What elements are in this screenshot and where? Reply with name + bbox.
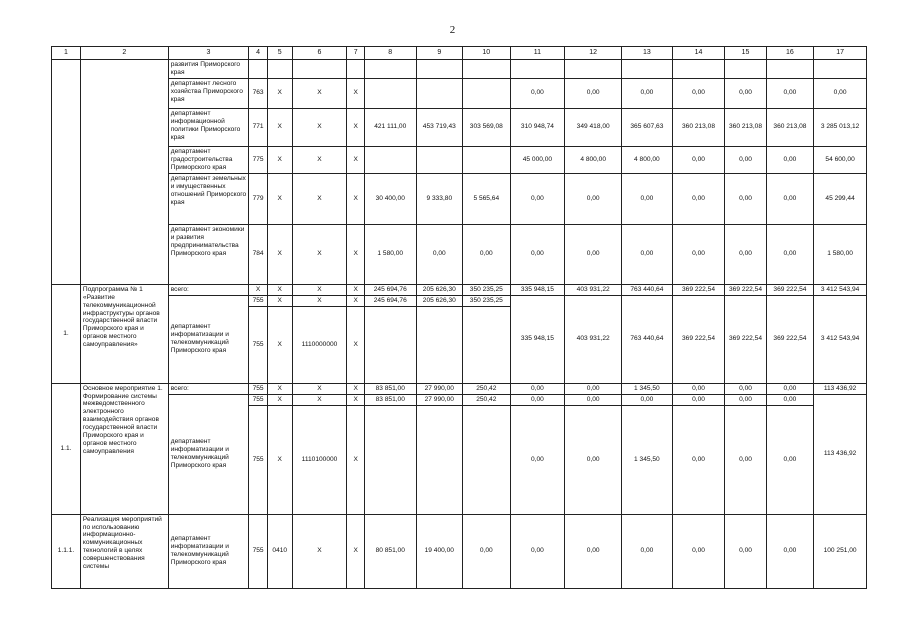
table-cell: 360 213,08	[766, 108, 814, 146]
table-cell: 1110000000	[292, 306, 347, 383]
table-cell: Х	[292, 78, 347, 108]
table-cell: 0,00	[672, 78, 725, 108]
table-cell: Х	[347, 284, 365, 295]
table-cell: 3 412 543,94	[814, 295, 867, 383]
table-cell: Х	[267, 383, 292, 394]
table-cell: 113 436,92	[814, 383, 867, 394]
executor-cell: департамент лесного хозяйства Приморского края	[168, 78, 249, 108]
table-row	[52, 394, 867, 405]
table-cell: Х	[267, 405, 292, 514]
table-row	[52, 514, 867, 588]
table-cell	[249, 60, 268, 79]
table-cell: 0,00	[725, 405, 766, 514]
table-cell: Х	[267, 78, 292, 108]
table-cell: 0410	[267, 514, 292, 588]
item-name: Подпрограмма № 1 «Развитие телекоммуникационной инфраструктуры органов государственной власти Приморского края и органов местного самоуправления»	[80, 284, 168, 383]
table-cell: 755	[249, 405, 268, 514]
header-cell: 1	[52, 47, 81, 60]
table-cell: 0,00	[725, 78, 766, 108]
table-cell: 0,00	[510, 224, 565, 284]
header-cell: 2	[80, 47, 168, 60]
header-cell: 5	[267, 47, 292, 60]
table-cell: Х	[267, 284, 292, 295]
executor-cell: департамент градостроительства Приморского края	[168, 146, 249, 173]
table-cell: Х	[347, 514, 365, 588]
table-cell: 0,00	[622, 224, 673, 284]
table-cell: Х	[267, 173, 292, 224]
header-cell: 16	[766, 47, 814, 60]
table-cell: Х	[347, 173, 365, 224]
table-row	[52, 108, 867, 146]
table-cell: 100 251,00	[814, 514, 867, 588]
header-cell: 8	[364, 47, 416, 60]
table-cell: 0,00	[416, 224, 462, 284]
table-cell: 0,00	[565, 514, 622, 588]
table-cell	[814, 60, 867, 79]
header-cell: 6	[292, 47, 347, 60]
table-cell: 0,00	[510, 405, 565, 514]
table-cell: 335 948,15	[510, 284, 565, 295]
table-cell: 0,00	[565, 224, 622, 284]
table-cell: Х	[292, 383, 347, 394]
table-cell: 0,00	[463, 224, 511, 284]
table-cell: 0,00	[672, 514, 725, 588]
table-cell	[463, 405, 511, 514]
num-cell	[52, 60, 81, 285]
table-cell: 0,00	[766, 405, 814, 514]
header-cell: 10	[463, 47, 511, 60]
table-cell: 113 436,92	[814, 394, 867, 514]
table-cell: Х	[292, 514, 347, 588]
item-number: 1.	[52, 284, 81, 383]
header-cell: 14	[672, 47, 725, 60]
table-cell: 1 345,50	[622, 405, 673, 514]
table-cell: 0,00	[672, 173, 725, 224]
table-cell: 0,00	[766, 383, 814, 394]
table-cell: 45 299,44	[814, 173, 867, 224]
page-number: 2	[449, 24, 456, 36]
header-cell: 12	[565, 47, 622, 60]
table-cell: 755	[249, 295, 268, 306]
table-cell: 365 607,63	[622, 108, 673, 146]
table-cell: 763 440,64	[622, 284, 673, 295]
table-cell: 369 222,54	[766, 295, 814, 383]
table-cell	[347, 60, 365, 79]
table-cell: 0,00	[766, 173, 814, 224]
table-cell: Х	[267, 224, 292, 284]
header-cell: 7	[347, 47, 365, 60]
table-cell: 0,00	[565, 383, 622, 394]
table-cell: 0,00	[565, 173, 622, 224]
table-cell: 30 400,00	[364, 173, 416, 224]
table-row	[52, 78, 867, 108]
table-cell: Х	[347, 306, 365, 383]
table-cell: 245 694,76	[364, 284, 416, 295]
table-cell: 0,00	[725, 383, 766, 394]
table-cell: 250,42	[463, 383, 511, 394]
table-cell: 3 285 013,12	[814, 108, 867, 146]
table-cell: 205 626,30	[416, 284, 462, 295]
table-cell: 83 851,00	[364, 383, 416, 394]
table-cell: 369 222,54	[766, 284, 814, 295]
table-cell: 0,00	[622, 173, 673, 224]
item-number: 1.1.	[52, 383, 81, 514]
table-cell: Х	[347, 78, 365, 108]
table-cell: Х	[292, 295, 347, 306]
table-cell	[416, 146, 462, 173]
table-cell: 0,00	[510, 514, 565, 588]
executor-cell: департамент экономики и развития предпринимательства Приморского края	[168, 224, 249, 284]
item-name: Основное мероприятие 1. Формирование системы межведомственного электронного взаимодействия органов государственной власти Приморского края и органов местного самоуправления	[80, 383, 168, 514]
table-cell: Х	[292, 173, 347, 224]
table-cell	[416, 60, 462, 79]
table-cell: 250,42	[463, 394, 511, 405]
header-cell: 17	[814, 47, 867, 60]
table-row	[52, 383, 867, 394]
table-cell: 350 235,25	[463, 284, 511, 295]
table-cell	[766, 60, 814, 79]
name-cell	[80, 60, 168, 285]
executor-cell: всего:	[168, 284, 249, 295]
table-cell: 755	[249, 514, 268, 588]
table-cell: Х	[249, 284, 268, 295]
table-cell: 0,00	[463, 514, 511, 588]
table-cell: 1 580,00	[814, 224, 867, 284]
executor-cell: всего:	[168, 383, 249, 394]
table-cell	[416, 78, 462, 108]
table-cell: 27 990,00	[416, 394, 462, 405]
table-cell: 205 626,30	[416, 295, 462, 306]
table-cell: 360 213,08	[672, 108, 725, 146]
table-cell	[292, 60, 347, 79]
table-cell: 771	[249, 108, 268, 146]
table-cell: Х	[267, 295, 292, 306]
table-cell: 19 400,00	[416, 514, 462, 588]
table-cell	[510, 60, 565, 79]
table-cell: 0,00	[622, 78, 673, 108]
table-cell	[267, 60, 292, 79]
table-cell: 0,00	[565, 78, 622, 108]
header-cell: 11	[510, 47, 565, 60]
table-cell: 0,00	[510, 394, 565, 405]
table-cell: 0,00	[725, 394, 766, 405]
table-cell: 54 600,00	[814, 146, 867, 173]
table-cell	[463, 60, 511, 79]
table-cell: Х	[347, 405, 365, 514]
header-cell: 15	[725, 47, 766, 60]
table-cell	[416, 306, 462, 383]
table-cell	[725, 60, 766, 79]
header-cell: 3	[168, 47, 249, 60]
table-row	[52, 173, 867, 224]
table-cell: 0,00	[565, 405, 622, 514]
table-cell: 0,00	[725, 146, 766, 173]
table-cell: 0,00	[766, 146, 814, 173]
table-cell: 0,00	[725, 224, 766, 284]
table-cell: 0,00	[672, 146, 725, 173]
table-cell: 369 222,54	[725, 284, 766, 295]
table-cell: Х	[347, 224, 365, 284]
table-cell: 310 948,74	[510, 108, 565, 146]
table-cell: 0,00	[565, 394, 622, 405]
table-cell: 369 222,54	[672, 284, 725, 295]
table-cell: Х	[347, 383, 365, 394]
table-cell: 0,00	[622, 514, 673, 588]
table-cell: 779	[249, 173, 268, 224]
table-cell: 453 719,43	[416, 108, 462, 146]
table-cell	[565, 60, 622, 79]
table-cell: 0,00	[766, 78, 814, 108]
table-cell: Х	[267, 306, 292, 383]
table-cell: 5 565,64	[463, 173, 511, 224]
table-cell: 755	[249, 394, 268, 405]
budget-table	[51, 46, 867, 589]
table-row	[52, 224, 867, 284]
table-cell: 784	[249, 224, 268, 284]
executor-cell: развития Приморского края	[168, 60, 249, 79]
table-cell: Х	[292, 284, 347, 295]
executor-cell: департамент информационной политики Приморского края	[168, 108, 249, 146]
table-cell: 0,00	[725, 173, 766, 224]
table-cell	[416, 405, 462, 514]
table-cell: 0,00	[725, 514, 766, 588]
table-cell: 1 345,50	[622, 383, 673, 394]
table-cell	[364, 306, 416, 383]
table-cell	[364, 60, 416, 79]
table-cell: 0,00	[672, 224, 725, 284]
table-cell: 0,00	[622, 394, 673, 405]
table-cell: 245 694,76	[364, 295, 416, 306]
table-cell: 0,00	[766, 224, 814, 284]
table-cell: 1 580,00	[364, 224, 416, 284]
table-cell: 1110100000	[292, 405, 347, 514]
header-cell: 13	[622, 47, 673, 60]
table-cell: 775	[249, 146, 268, 173]
table-cell: Х	[267, 108, 292, 146]
table-cell: 369 222,54	[725, 295, 766, 383]
table-row	[52, 295, 867, 306]
table-cell	[364, 78, 416, 108]
table-cell: 9 333,80	[416, 173, 462, 224]
table-cell: 27 990,00	[416, 383, 462, 394]
table-row	[52, 284, 867, 295]
table-cell: Х	[292, 108, 347, 146]
table-cell	[463, 306, 511, 383]
table-cell: 369 222,54	[672, 295, 725, 383]
table-cell: 403 931,22	[565, 284, 622, 295]
table-cell	[622, 60, 673, 79]
executor-cell: департамент информатизации и телекоммуникаций Приморского края	[168, 514, 249, 588]
table-row	[52, 146, 867, 173]
table-cell: 763 440,64	[622, 295, 673, 383]
table-cell: 360 213,08	[725, 108, 766, 146]
table-cell: 755	[249, 306, 268, 383]
table-cell: Х	[347, 108, 365, 146]
header-cell: 4	[249, 47, 268, 60]
table-row	[52, 60, 867, 79]
item-number: 1.1.1.	[52, 514, 81, 588]
table-cell: 0,00	[766, 514, 814, 588]
table-cell: 335 948,15	[510, 295, 565, 383]
table-cell	[364, 405, 416, 514]
table-cell	[672, 60, 725, 79]
table-cell: 0,00	[510, 173, 565, 224]
table-cell: 0,00	[814, 78, 867, 108]
table-row	[52, 47, 867, 60]
table-cell: 421 111,00	[364, 108, 416, 146]
table-cell	[463, 78, 511, 108]
item-name: Реализация мероприятий по использованию информационно-коммуникационных технологий в целях совершенствования системы	[80, 514, 168, 588]
table-cell: Х	[347, 295, 365, 306]
table-cell: Х	[347, 394, 365, 405]
table-cell: 4 800,00	[622, 146, 673, 173]
table-cell	[364, 146, 416, 173]
executor-cell: департамент информатизации и телекоммуникаций Приморского края	[168, 295, 249, 383]
table-cell: Х	[292, 394, 347, 405]
executor-cell: департамент информатизации и телекоммуникаций Приморского края	[168, 394, 249, 514]
table-cell: 4 800,00	[565, 146, 622, 173]
table-cell: 80 851,00	[364, 514, 416, 588]
table-cell: 0,00	[672, 394, 725, 405]
table-cell: 0,00	[672, 405, 725, 514]
table-cell: Х	[347, 146, 365, 173]
table-cell: 0,00	[766, 394, 814, 405]
table-cell	[463, 146, 511, 173]
table-cell: 3 412 543,94	[814, 284, 867, 295]
table-cell: 755	[249, 383, 268, 394]
header-cell: 9	[416, 47, 462, 60]
table-cell: 349 418,00	[565, 108, 622, 146]
table-cell: 83 851,00	[364, 394, 416, 405]
executor-cell: департамент земельных и имущественных отношений Приморского края	[168, 173, 249, 224]
table-cell: 0,00	[510, 383, 565, 394]
table-cell: 45 000,00	[510, 146, 565, 173]
table-cell: Х	[292, 224, 347, 284]
table-cell: 763	[249, 78, 268, 108]
table-cell: Х	[292, 146, 347, 173]
table-cell: 403 931,22	[565, 295, 622, 383]
table-cell: 0,00	[510, 78, 565, 108]
table-cell: Х	[267, 146, 292, 173]
table-cell: 350 235,25	[463, 295, 511, 306]
table-cell: 303 569,08	[463, 108, 511, 146]
table-cell: 0,00	[672, 383, 725, 394]
table-cell: Х	[267, 394, 292, 405]
